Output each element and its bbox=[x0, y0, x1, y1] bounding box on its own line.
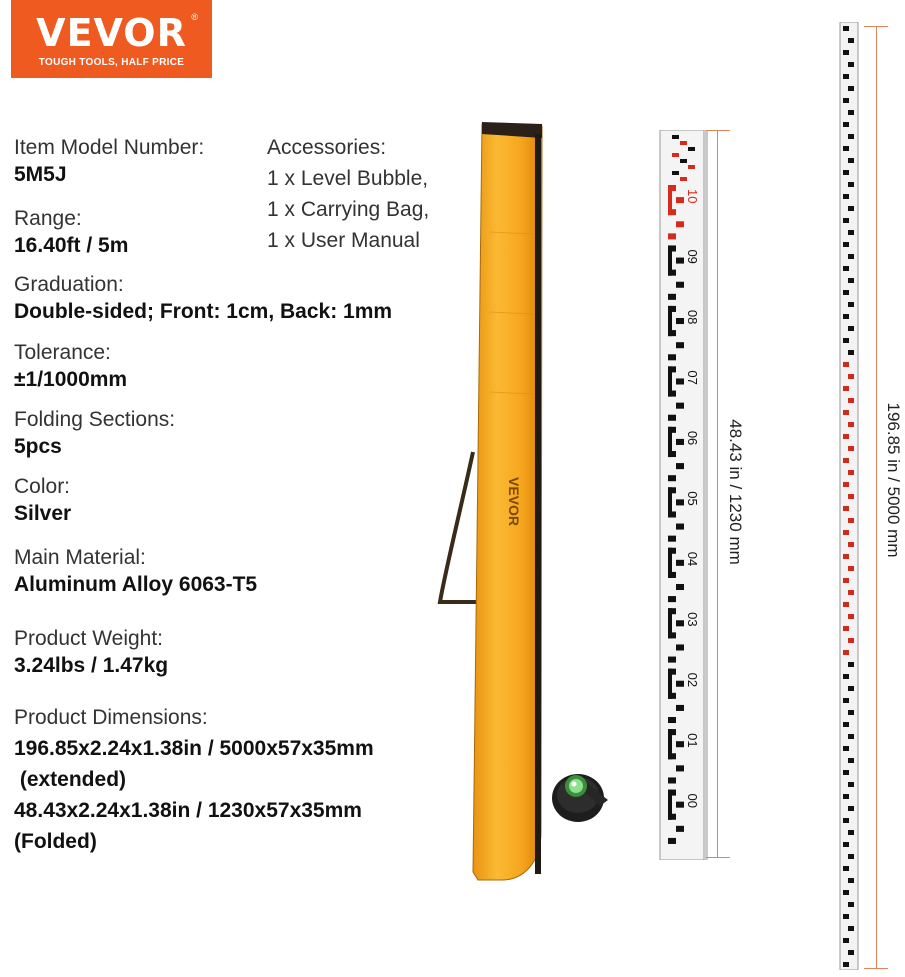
staff-e-bar bbox=[668, 548, 672, 578]
staff-graduation-mark bbox=[848, 86, 854, 91]
staff-e-bar bbox=[668, 427, 672, 457]
staff-number-label: 10 bbox=[685, 189, 700, 204]
spec-value: Double-sided; Front: 1cm, Back: 1mm bbox=[14, 300, 393, 324]
staff-graduation-mark bbox=[848, 374, 854, 379]
staff-graduation-mark bbox=[843, 194, 849, 199]
staff-graduation-mark bbox=[848, 590, 854, 595]
staff-graduation-mark bbox=[843, 962, 849, 967]
staff-graduation-mark bbox=[676, 741, 684, 747]
brand-tagline: TOUGH TOOLS, HALF PRICE bbox=[38, 57, 185, 68]
staff-graduation-mark bbox=[676, 826, 684, 832]
staff-number-label: 07 bbox=[685, 370, 700, 385]
staff-graduation-mark bbox=[848, 926, 854, 931]
staff-e-bar bbox=[668, 185, 672, 215]
spec-range bbox=[14, 205, 128, 260]
extended-dimension-label: 196.85 in / 5000 mm bbox=[884, 402, 903, 558]
spec-label: Item Model Number: bbox=[14, 136, 205, 159]
staff-e-bar bbox=[668, 790, 672, 820]
staff-graduation-mark bbox=[848, 350, 854, 355]
staff-e-bar bbox=[668, 306, 672, 336]
staff-graduation-mark bbox=[843, 170, 849, 175]
staff-graduation-mark bbox=[843, 290, 849, 295]
spec-label: Product Dimensions: bbox=[14, 706, 208, 729]
staff-graduation-mark bbox=[843, 890, 849, 895]
staff-graduation-mark bbox=[848, 902, 854, 907]
staff-graduation-mark bbox=[848, 494, 854, 499]
staff-graduation-mark bbox=[676, 620, 684, 626]
staff-graduation-mark bbox=[676, 524, 684, 530]
staff-graduation-mark bbox=[676, 765, 684, 771]
spec-material bbox=[14, 544, 257, 599]
staff-graduation-mark bbox=[676, 342, 684, 348]
spec-dimensions bbox=[14, 702, 374, 857]
staff-graduation-mark bbox=[843, 530, 849, 535]
staff-graduation-mark bbox=[676, 681, 684, 687]
staff-graduation-mark bbox=[843, 506, 849, 511]
staff-e-bar bbox=[668, 669, 672, 699]
staff-graduation-mark bbox=[676, 560, 684, 566]
spec-graduation bbox=[14, 271, 392, 326]
staff-graduation-mark bbox=[843, 314, 849, 319]
staff-graduation-mark bbox=[668, 838, 676, 844]
staff-graduation-mark bbox=[848, 830, 854, 835]
staff-graduation-mark bbox=[848, 638, 854, 643]
staff-graduation-mark bbox=[843, 218, 849, 223]
staff-graduation-mark bbox=[668, 717, 676, 723]
spec-value: ±1/1000mm bbox=[14, 368, 128, 392]
staff-graduation-mark bbox=[848, 854, 854, 859]
staff-graduation-mark bbox=[843, 386, 849, 391]
accessory-item: 1 x User Manual bbox=[267, 229, 420, 252]
staff-graduation-mark bbox=[676, 584, 684, 590]
staff-graduation-mark bbox=[848, 158, 854, 163]
staff-number-label: 02 bbox=[685, 672, 700, 688]
accessories-list bbox=[267, 132, 429, 256]
spec-weight bbox=[14, 625, 168, 680]
extended-dimension-line bbox=[876, 26, 877, 969]
spec-color bbox=[14, 473, 71, 528]
staff-graduation-mark bbox=[848, 254, 854, 259]
staff-graduation-mark bbox=[848, 566, 854, 571]
staff-top-mark bbox=[680, 141, 687, 145]
staff-graduation-mark bbox=[676, 221, 684, 227]
spec-value: 3.24lbs / 1.47kg bbox=[14, 654, 169, 678]
staff-graduation-mark bbox=[848, 614, 854, 619]
staff-e-bar bbox=[668, 729, 672, 759]
extended-dimension-cap-top bbox=[864, 26, 888, 27]
carrying-bag-image bbox=[430, 112, 555, 884]
spec-value: Aluminum Alloy 6063-T5 bbox=[14, 573, 258, 597]
extended-staff-graphic bbox=[838, 22, 860, 970]
spec-model bbox=[14, 134, 204, 189]
spec-value-line: (Folded) bbox=[14, 830, 97, 853]
staff-graduation-mark bbox=[676, 705, 684, 711]
folded-staff-image bbox=[658, 130, 708, 860]
staff-top-mark bbox=[672, 135, 679, 139]
staff-graduation-mark bbox=[848, 230, 854, 235]
accessory-item: 1 x Level Bubble, bbox=[267, 167, 429, 190]
staff-graduation-mark bbox=[848, 110, 854, 115]
staff-graduation-mark bbox=[676, 318, 684, 324]
staff-graduation-mark bbox=[668, 233, 676, 239]
accessory-item: 1 x Carrying Bag, bbox=[267, 198, 430, 221]
spec-label: Color: bbox=[14, 475, 71, 498]
staff-top-mark bbox=[688, 147, 695, 151]
staff-graduation-mark bbox=[843, 818, 849, 823]
staff-graduation-mark bbox=[848, 758, 854, 763]
staff-graduation-mark bbox=[848, 878, 854, 883]
staff-e-bar bbox=[668, 245, 672, 275]
staff-graduation-mark bbox=[848, 398, 854, 403]
staff-top-mark bbox=[680, 177, 687, 181]
staff-e-bar bbox=[668, 608, 672, 638]
extended-staff-image bbox=[838, 22, 860, 970]
staff-graduation-mark bbox=[843, 650, 849, 655]
folded-staff-graphic bbox=[658, 130, 708, 860]
spec-value: 5pcs bbox=[14, 435, 62, 459]
staff-graduation-mark bbox=[843, 50, 849, 55]
staff-graduation-mark bbox=[668, 294, 676, 300]
spec-label: Product Weight: bbox=[14, 627, 164, 650]
staff-graduation-mark bbox=[676, 258, 684, 264]
staff-graduation-mark bbox=[668, 415, 676, 421]
staff-graduation-mark bbox=[848, 518, 854, 523]
spec-label: Folding Sections: bbox=[14, 408, 176, 431]
staff-graduation-mark bbox=[848, 206, 854, 211]
staff-graduation-mark bbox=[843, 770, 849, 775]
staff-graduation-mark bbox=[843, 338, 849, 343]
staff-number-label: 01 bbox=[685, 733, 700, 748]
brand-logo bbox=[11, 0, 212, 78]
staff-top-mark bbox=[680, 159, 687, 163]
registered-mark: ® bbox=[191, 12, 198, 22]
staff-graduation-mark bbox=[668, 536, 676, 542]
staff-number-label: 03 bbox=[685, 612, 700, 627]
staff-graduation-mark bbox=[843, 914, 849, 919]
staff-graduation-mark bbox=[843, 26, 849, 31]
staff-graduation-mark bbox=[676, 403, 684, 409]
staff-graduation-mark bbox=[843, 554, 849, 559]
staff-graduation-mark bbox=[668, 777, 676, 783]
staff-e-bar bbox=[668, 487, 672, 517]
staff-graduation-mark bbox=[668, 657, 676, 663]
staff-graduation-mark bbox=[676, 644, 684, 650]
staff-graduation-mark bbox=[848, 686, 854, 691]
spec-value: 5M5J bbox=[14, 163, 67, 187]
staff-graduation-mark bbox=[843, 746, 849, 751]
staff-top-mark bbox=[672, 153, 679, 157]
accessories-title: Accessories: bbox=[267, 136, 387, 159]
staff-graduation-mark bbox=[668, 596, 676, 602]
staff-graduation-mark bbox=[843, 842, 849, 847]
spec-label: Graduation: bbox=[14, 273, 124, 296]
folded-dimension-cap-bottom bbox=[706, 857, 730, 858]
staff-graduation-mark bbox=[843, 362, 849, 367]
staff-graduation-mark bbox=[676, 282, 684, 288]
staff-graduation-mark bbox=[848, 542, 854, 547]
staff-graduation-mark bbox=[843, 938, 849, 943]
spec-value: Silver bbox=[14, 502, 72, 526]
staff-graduation-mark bbox=[848, 662, 854, 667]
level-bubble-image bbox=[548, 762, 614, 828]
staff-graduation-mark bbox=[843, 482, 849, 487]
staff-number-label: 05 bbox=[685, 491, 700, 506]
staff-graduation-mark bbox=[668, 354, 676, 360]
spec-tolerance bbox=[14, 339, 127, 394]
spec-folding-sections bbox=[14, 406, 175, 461]
staff-graduation-mark bbox=[843, 794, 849, 799]
folded-dimension-cap-top bbox=[706, 130, 730, 131]
staff-graduation-mark bbox=[843, 242, 849, 247]
staff-graduation-mark bbox=[843, 698, 849, 703]
staff-graduation-mark bbox=[676, 378, 684, 384]
spec-value-line: 48.43x2.24x1.38in / 1230x57x35mm bbox=[14, 799, 362, 822]
folded-dimension-line bbox=[717, 130, 718, 857]
staff-graduation-mark bbox=[676, 499, 684, 505]
staff-graduation-mark bbox=[848, 278, 854, 283]
spec-label: Range: bbox=[14, 207, 82, 230]
staff-number-label: 00 bbox=[685, 793, 700, 809]
staff-graduation-mark bbox=[843, 98, 849, 103]
spec-value-line: (extended) bbox=[14, 768, 127, 791]
spec-value-line: 196.85x2.24x1.38in / 5000x57x35mm bbox=[14, 737, 374, 760]
staff-graduation-mark bbox=[848, 422, 854, 427]
bag-brand-text: VEVOR bbox=[506, 477, 522, 527]
staff-graduation-mark bbox=[843, 122, 849, 127]
staff-graduation-mark bbox=[848, 806, 854, 811]
staff-graduation-mark bbox=[676, 197, 684, 203]
staff-graduation-mark bbox=[668, 475, 676, 481]
staff-graduation-mark bbox=[848, 134, 854, 139]
folded-dimension-label: 48.43 in / 1230 mm bbox=[726, 419, 745, 565]
staff-graduation-mark bbox=[848, 470, 854, 475]
staff-e-bar bbox=[668, 366, 672, 396]
staff-graduation-mark bbox=[843, 458, 849, 463]
staff-graduation-mark bbox=[843, 266, 849, 271]
staff-top-mark bbox=[688, 165, 695, 169]
staff-graduation-mark bbox=[848, 38, 854, 43]
extended-dimension-cap-bottom bbox=[864, 968, 888, 969]
staff-graduation-mark bbox=[843, 74, 849, 79]
staff-graduation-mark bbox=[843, 434, 849, 439]
staff-graduation-mark bbox=[843, 722, 849, 727]
staff-graduation-mark bbox=[848, 950, 854, 955]
staff-graduation-mark bbox=[843, 602, 849, 607]
staff-graduation-mark bbox=[676, 802, 684, 808]
staff-graduation-mark bbox=[848, 182, 854, 187]
spec-label: Main Material: bbox=[14, 546, 146, 569]
staff-graduation-mark bbox=[843, 674, 849, 679]
staff-graduation-mark bbox=[848, 710, 854, 715]
staff-graduation-mark bbox=[848, 782, 854, 787]
spec-label: Tolerance: bbox=[14, 341, 111, 364]
staff-graduation-mark bbox=[843, 578, 849, 583]
staff-graduation-mark bbox=[843, 146, 849, 151]
staff-number-label: 04 bbox=[685, 551, 700, 567]
staff-graduation-mark bbox=[848, 734, 854, 739]
staff-graduation-mark bbox=[848, 62, 854, 67]
staff-graduation-mark bbox=[843, 626, 849, 631]
staff-number-label: 06 bbox=[685, 430, 700, 446]
staff-top-mark bbox=[672, 171, 679, 175]
staff-graduation-mark bbox=[848, 302, 854, 307]
staff-graduation-mark bbox=[676, 439, 684, 445]
brand-name: VEVOR bbox=[36, 11, 187, 55]
staff-number-label: 09 bbox=[685, 249, 700, 264]
staff-graduation-mark bbox=[843, 866, 849, 871]
staff-number-label: 08 bbox=[685, 309, 700, 325]
staff-graduation-mark bbox=[848, 446, 854, 451]
staff-graduation-mark bbox=[676, 463, 684, 469]
staff-graduation-mark bbox=[848, 326, 854, 331]
staff-graduation-mark bbox=[843, 410, 849, 415]
spec-value: 16.40ft / 5m bbox=[14, 234, 129, 258]
